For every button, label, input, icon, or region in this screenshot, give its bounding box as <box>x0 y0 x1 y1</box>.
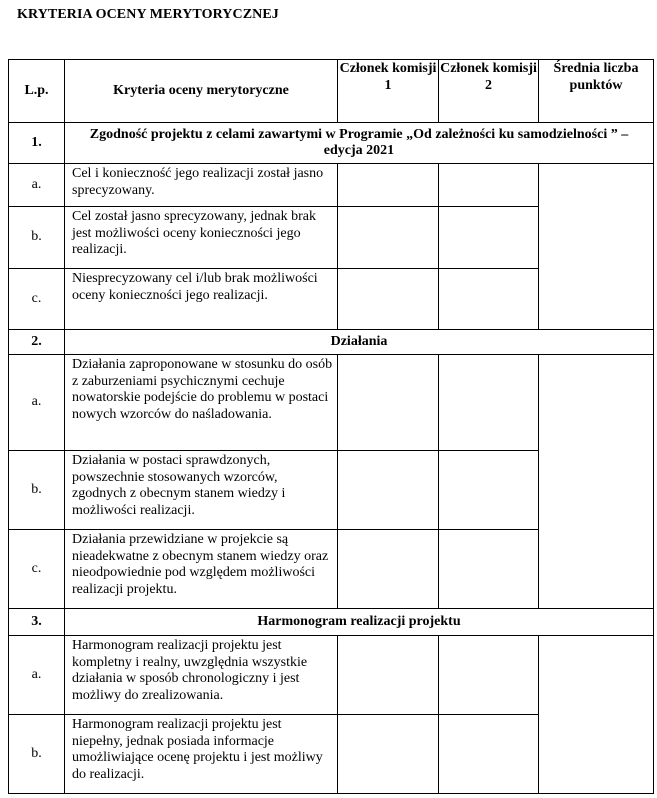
header-criteria: Kryteria oceny merytoryczne <box>65 60 338 123</box>
criteria-text: Cel został jasno sprecyzowany, jednak brak jest możliwości oceny konieczności jego realizacji. <box>65 207 338 269</box>
criteria-letter: a. <box>9 636 65 715</box>
header-member-1: Członek komisji 1 <box>338 60 439 123</box>
member-2-score-cell[interactable] <box>439 207 539 269</box>
criteria-letter: b. <box>9 207 65 269</box>
section-title: Zgodność projektu z celami zawartymi w Programie „Od zależności ku samodzielności ” – edycja 2021 <box>65 123 654 164</box>
criteria-table <box>8 59 654 794</box>
criteria-letter: c. <box>9 269 65 330</box>
member-2-score-cell[interactable] <box>439 451 539 530</box>
member-1-score-cell[interactable] <box>338 207 439 269</box>
average-score-cell[interactable] <box>539 164 654 330</box>
header-row <box>9 60 654 123</box>
criteria-text: Działania w postaci sprawdzonych, powszechnie stosowanych wzorców, zgodnych z obecnym stanem wiedzy i możliwości realizacji. <box>65 451 338 530</box>
header-member-2: Członek komisji 2 <box>439 60 539 123</box>
section-row <box>9 123 654 164</box>
member-1-score-cell[interactable] <box>338 355 439 451</box>
criteria-text: Cel i konieczność jego realizacji został jasno sprecyzowany. <box>65 164 338 207</box>
criteria-letter: a. <box>9 164 65 207</box>
section-number: 3. <box>9 609 65 636</box>
criteria-text: Działania zaproponowane w stosunku do osób z zaburzeniami psychicznymi cechuje nowatorskie podejście do problemu w postaci nowych wzorców do naśladowania. <box>65 355 338 451</box>
section-row <box>9 609 654 636</box>
average-score-cell[interactable] <box>539 355 654 609</box>
page-title: KRYTERIA OCENY MERYTORYCZNEJ <box>17 7 279 22</box>
header-average: Średnia liczba punktów <box>539 60 654 123</box>
criteria-letter: b. <box>9 715 65 794</box>
member-1-score-cell[interactable] <box>338 636 439 715</box>
section-number: 2. <box>9 330 65 355</box>
member-1-score-cell[interactable] <box>338 451 439 530</box>
member-2-score-cell[interactable] <box>439 530 539 609</box>
criteria-letter: c. <box>9 530 65 609</box>
criteria-row <box>9 355 654 451</box>
member-1-score-cell[interactable] <box>338 715 439 794</box>
criteria-text: Harmonogram realizacji projektu jest niepełny, jednak posiada informacje umożliwiające ocenę projektu i jest możliwy do realizacji. <box>65 715 338 794</box>
member-1-score-cell[interactable] <box>338 164 439 207</box>
header-lp: L.p. <box>9 60 65 123</box>
criteria-text: Działania przewidziane w projekcie są nieadekwatne z obecnym stanem wiedzy oraz nieodpowiednie pod względem możliwości realizacji projektu. <box>65 530 338 609</box>
criteria-text: Harmonogram realizacji projektu jest kompletny i realny, uwzględnia wszystkie działania w sposób chronologiczny i jest możliwy do zrealizowania. <box>65 636 338 715</box>
member-1-score-cell[interactable] <box>338 269 439 330</box>
member-2-score-cell[interactable] <box>439 715 539 794</box>
section-title: Działania <box>65 330 654 355</box>
member-2-score-cell[interactable] <box>439 636 539 715</box>
member-1-score-cell[interactable] <box>338 530 439 609</box>
average-score-cell[interactable] <box>539 636 654 794</box>
member-2-score-cell[interactable] <box>439 269 539 330</box>
criteria-row <box>9 636 654 715</box>
section-number: 1. <box>9 123 65 164</box>
member-2-score-cell[interactable] <box>439 355 539 451</box>
criteria-row <box>9 164 654 207</box>
section-row <box>9 330 654 355</box>
section-title: Harmonogram realizacji projektu <box>65 609 654 636</box>
criteria-letter: b. <box>9 451 65 530</box>
member-2-score-cell[interactable] <box>439 164 539 207</box>
criteria-text: Niesprecyzowany cel i/lub brak możliwości oceny konieczności jego realizacji. <box>65 269 338 330</box>
criteria-letter: a. <box>9 355 65 451</box>
